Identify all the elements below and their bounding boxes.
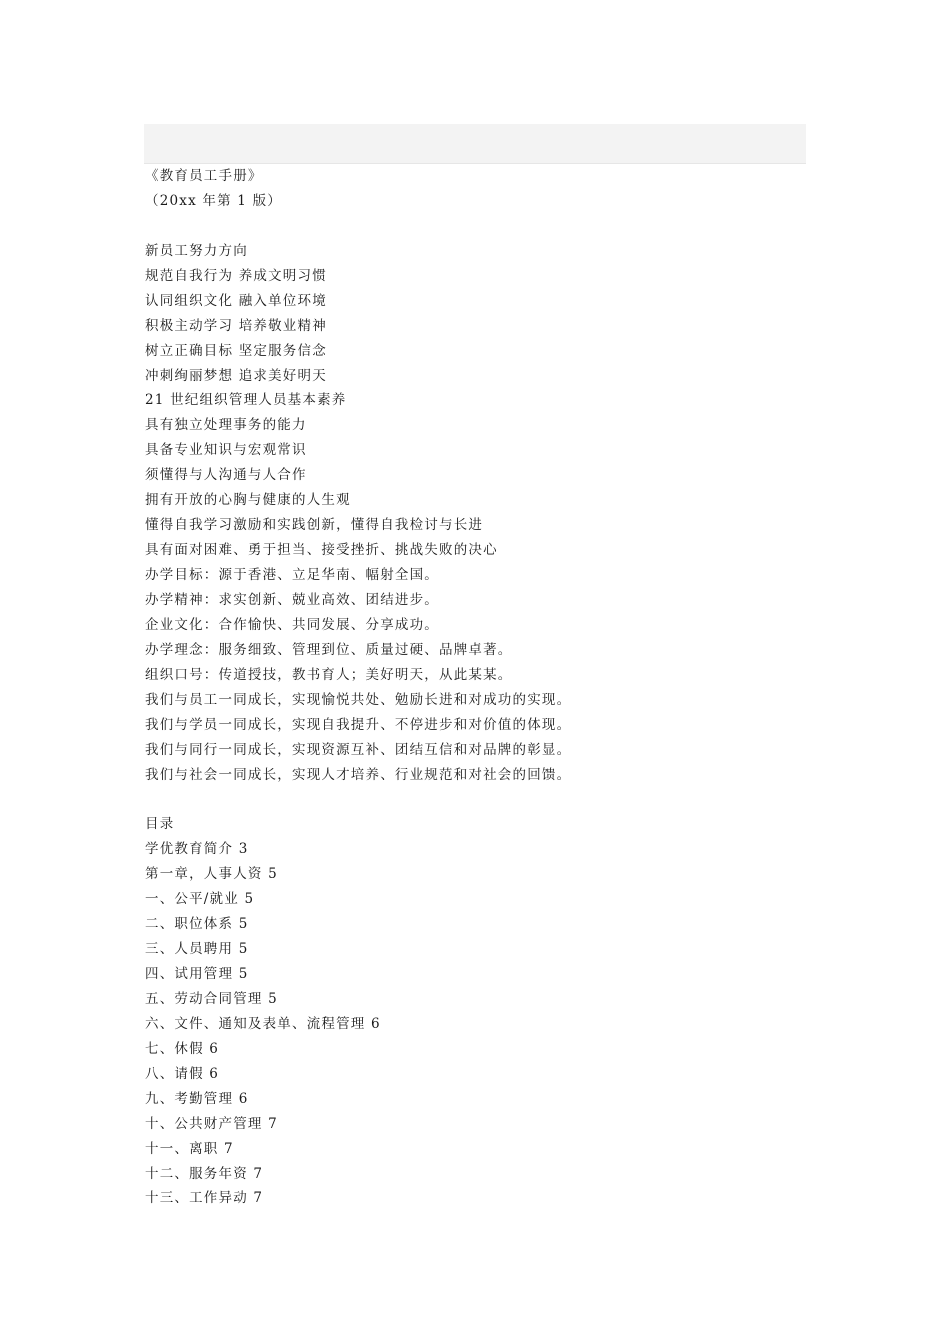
- toc-item: 学优教育简介 3: [145, 841, 249, 858]
- toc-item: 十二、服务年资 7: [145, 1165, 264, 1182]
- blank-line: [145, 214, 805, 239]
- toc-item: 十三、工作异动 7: [145, 1190, 264, 1207]
- toc-item: 四、试用管理 5: [145, 966, 249, 982]
- intro-line: 认同组织文化 融入单位环境: [145, 292, 327, 309]
- toc-item: 八、请假 6: [145, 1065, 220, 1082]
- intro-line: 具有面对困难、勇于担当、接受挫折、挑战失败的决心: [145, 542, 498, 559]
- intro-line: 我们与员工一同成长，实现愉悦共处、勉励长进和对成功的实现。: [145, 691, 572, 708]
- toc-item: 十、公共财产管理 7: [145, 1115, 278, 1132]
- toc-item: 第一章，人事人资 5: [145, 866, 278, 883]
- intro-line: 我们与社会一同成长，实现人才培养、行业规范和对社会的回馈。: [145, 766, 572, 783]
- intro-line: 新员工努力方向: [145, 242, 248, 259]
- intro-line: 懂得自我学习激励和实践创新，懂得自我检讨与长进: [145, 517, 484, 534]
- intro-line: 须懂得与人沟通与人合作: [145, 467, 307, 484]
- intro-line: 办学精神：求实创新、兢业高效、团结进步。: [145, 591, 439, 608]
- intro-line: 规范自我行为 养成文明习惯: [145, 267, 327, 284]
- toc-heading: 目录: [145, 816, 175, 833]
- intro-line: 树立正确目标 坚定服务信念: [145, 342, 327, 359]
- toc-item: 三、人员聘用 5: [145, 941, 249, 958]
- toc-item: 九、考勤管理 6: [145, 1090, 249, 1107]
- toc-item: 六、文件、通知及表单、流程管理 6: [145, 1015, 381, 1032]
- toc-item: 一、公平/就业 5: [145, 891, 255, 908]
- toc-item: 二、职位体系 5: [145, 916, 249, 933]
- intro-line: 积极主动学习 培养敬业精神: [145, 317, 327, 334]
- toc-item: 十一、离职 7: [145, 1140, 234, 1157]
- intro-line: 组织口号：传道授技，教书育人；美好明天，从此某某。: [145, 666, 513, 683]
- toc-item: 七、休假 6: [145, 1040, 220, 1057]
- intro-line: 办学理念：服务细致、管理到位、质量过硬、品牌卓著。: [145, 641, 513, 658]
- toc-item: 五、劳动合同管理 5: [145, 990, 278, 1007]
- intro-line: 具有独立处理事务的能力: [145, 417, 307, 434]
- intro-line: 我们与同行一同成长，实现资源互补、团结互信和对品牌的彰显。: [145, 741, 572, 758]
- intro-line: 冲刺绚丽梦想 追求美好明天: [145, 367, 327, 384]
- intro-line: 具备专业知识与宏观常识: [145, 442, 307, 459]
- document-title: 《教育员工手册》: [145, 168, 263, 184]
- header-band: [144, 124, 806, 164]
- intro-line: 我们与学员一同成长，实现自我提升、不停进步和对价值的体现。: [145, 716, 572, 733]
- intro-line: 企业文化：合作愉快、共同发展、分享成功。: [145, 616, 439, 633]
- document-edition: （20xx 年第 1 版）: [145, 192, 282, 209]
- document-body: [145, 164, 805, 1211]
- blank-line: [145, 787, 805, 812]
- intro-line: 办学目标：源于香港、立足华南、幅射全国。: [145, 567, 439, 583]
- intro-line: 拥有开放的心胸与健康的人生观: [145, 492, 351, 509]
- intro-line: 21 世纪组织管理人员基本素养: [145, 392, 347, 409]
